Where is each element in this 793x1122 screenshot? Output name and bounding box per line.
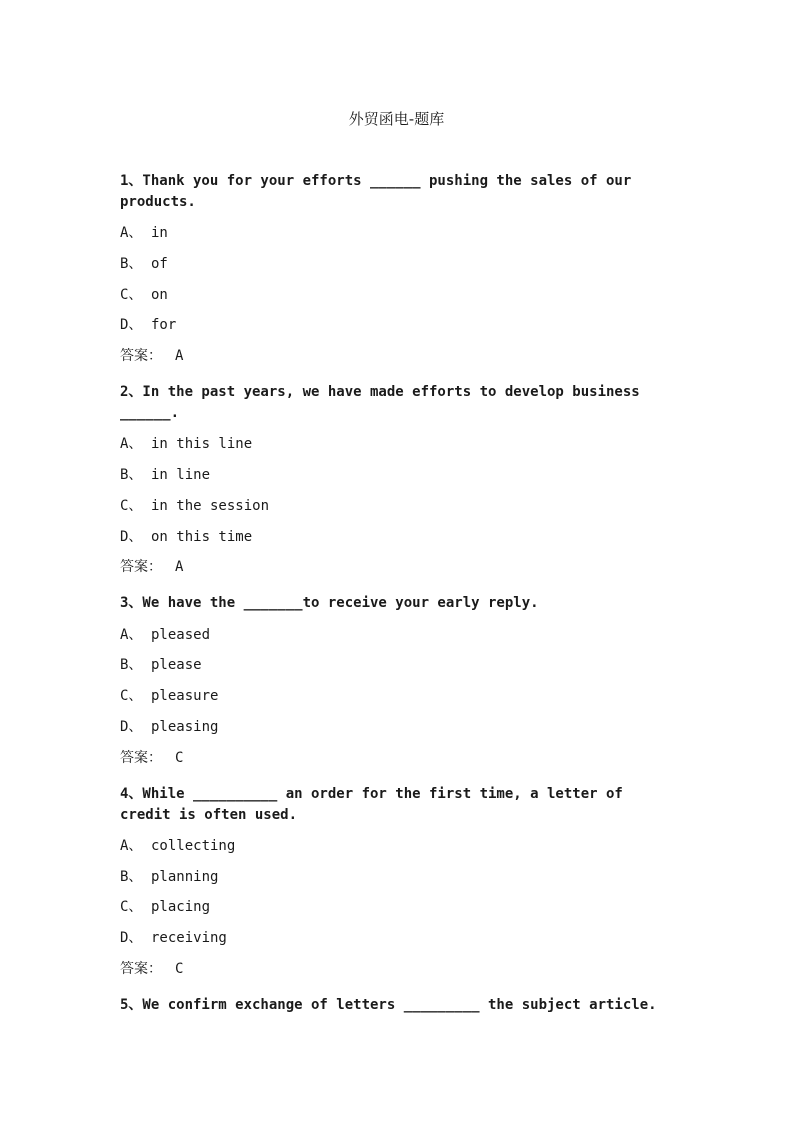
- option-letter: A、: [120, 225, 143, 241]
- option-item: [120, 867, 218, 887]
- option-letter: C、: [120, 498, 143, 514]
- option-text: in the session: [151, 498, 270, 514]
- question-stem: 1、Thank you for your efforts ______ pushing the sales of our products.: [120, 173, 640, 210]
- option-item: [120, 434, 252, 454]
- option-item: [120, 897, 210, 917]
- option-letter: A、: [120, 627, 143, 643]
- option-item: [120, 527, 252, 547]
- answer-line: [120, 346, 183, 366]
- option-item: [120, 717, 218, 737]
- answer-value: C: [175, 750, 184, 766]
- option-text: of: [151, 256, 168, 272]
- option-text: in this line: [151, 436, 253, 452]
- answer-value: C: [175, 961, 184, 977]
- option-letter: C、: [120, 287, 143, 303]
- option-text: for: [151, 317, 177, 333]
- option-text: receiving: [151, 930, 227, 946]
- option-letter: A、: [120, 838, 143, 854]
- page-title: 外贸函电-题库: [348, 110, 445, 128]
- option-item: [120, 928, 227, 948]
- option-text: in: [151, 225, 168, 241]
- option-text: planning: [151, 869, 219, 885]
- option-letter: A、: [120, 436, 143, 452]
- option-letter: D、: [120, 317, 143, 333]
- answer-line: [120, 748, 183, 768]
- answer-label: 答案：: [120, 750, 162, 766]
- question-stem: 3、We have the _______to receive your early reply.: [120, 595, 539, 611]
- option-text: pleasing: [151, 719, 219, 735]
- answer-line: [120, 557, 183, 577]
- option-text: in line: [151, 467, 211, 483]
- option-text: pleasure: [151, 688, 219, 704]
- option-item: [120, 496, 269, 516]
- option-item: [120, 625, 210, 645]
- option-text: collecting: [151, 838, 236, 854]
- option-letter: B、: [120, 467, 143, 483]
- answer-label: 答案：: [120, 348, 162, 364]
- option-item: [120, 655, 202, 675]
- option-item: [120, 686, 218, 706]
- option-item: [120, 254, 168, 274]
- option-letter: C、: [120, 899, 143, 915]
- option-text: on this time: [151, 529, 253, 545]
- option-letter: B、: [120, 657, 143, 673]
- answer-value: A: [175, 348, 184, 364]
- option-item: [120, 223, 168, 243]
- answer-line: [120, 959, 183, 979]
- option-letter: C、: [120, 688, 143, 704]
- question-stem: 4、While __________ an order for the first time, a letter of credit is often used.: [120, 786, 632, 823]
- option-letter: D、: [120, 719, 143, 735]
- option-text: please: [151, 657, 202, 673]
- option-text: pleased: [151, 627, 211, 643]
- option-item: [120, 315, 176, 335]
- option-letter: B、: [120, 869, 143, 885]
- option-text: on: [151, 287, 168, 303]
- question-stem: 2、In the past years, we have made efforts to develop business ______.: [120, 384, 649, 421]
- option-item: [120, 285, 168, 305]
- answer-label: 答案：: [120, 559, 162, 575]
- answer-label: 答案：: [120, 961, 162, 977]
- option-item: [120, 465, 210, 485]
- option-item: [120, 836, 235, 856]
- option-letter: D、: [120, 930, 143, 946]
- option-letter: B、: [120, 256, 143, 272]
- option-letter: D、: [120, 529, 143, 545]
- question-stem: 5、We confirm exchange of letters _________ the subject article.: [120, 997, 657, 1013]
- option-text: placing: [151, 899, 211, 915]
- answer-value: A: [175, 559, 184, 575]
